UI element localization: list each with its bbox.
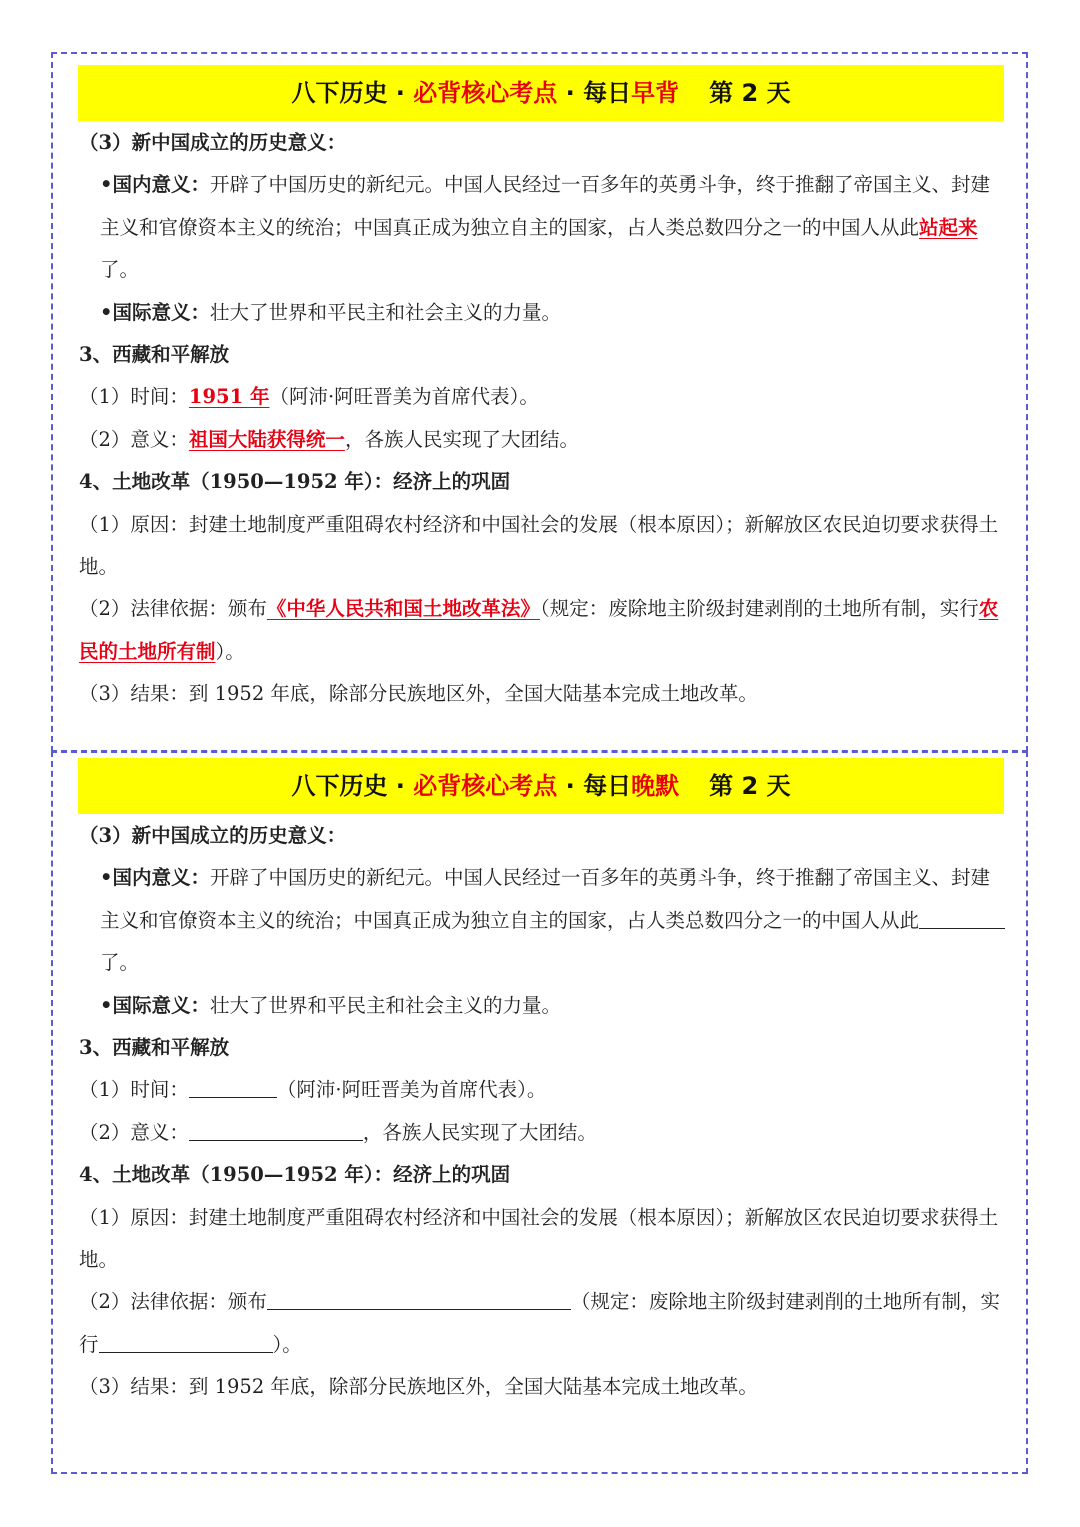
land-law-answer: 《中华人民共和国土地改革法》 — [266, 597, 540, 621]
intl-label: •国际意义： — [100, 300, 210, 324]
banner-highlight: 必背核心考点 — [413, 772, 558, 800]
answer-blank[interactable] — [189, 1075, 277, 1098]
land-law-text: （规定：废除地主阶级封建剥削的土地所有制，实行 — [79, 1290, 1000, 1356]
land-result: （3）结果：到 1952 年底，除部分民族地区外，全国大陆基本完成土地改革。 — [79, 1375, 758, 1399]
tibet-time-note: （阿沛·阿旺晋美为首席代表）。 — [276, 1078, 547, 1102]
banner-mid: · 每日 — [557, 79, 632, 107]
banner-session: 早背 — [631, 79, 680, 107]
domestic-paragraph — [79, 857, 1005, 984]
land-law — [79, 1281, 1005, 1366]
evening-content — [79, 815, 1005, 1409]
morning-card — [51, 52, 1028, 752]
intl-text: 壮大了世界和平民主和社会主义的力量。 — [209, 300, 561, 324]
tibet-sig-answer: 祖国大陆获得统一 — [188, 427, 345, 451]
answer-blank[interactable] — [189, 1118, 363, 1141]
land-title: 4、土地改革（1950—1952 年）：经济上的巩固 — [79, 470, 511, 494]
tibet-sig-text: ，各族人民实现了大团结。 — [362, 1120, 597, 1144]
domestic-paragraph — [79, 164, 1005, 291]
land-law-label: （2）法律依据：颁布 — [79, 1290, 267, 1314]
land-title: 4、土地改革（1950—1952 年）：经济上的巩固 — [79, 1163, 511, 1187]
land-result: （3）结果：到 1952 年底，除部分民族地区外，全国大陆基本完成土地改革。 — [79, 682, 758, 706]
morning-content — [79, 122, 1005, 716]
tibet-title: 3、西藏和平解放 — [79, 343, 230, 367]
domestic-label: •国内意义： — [100, 866, 210, 890]
intl-text: 壮大了世界和平民主和社会主义的力量。 — [209, 993, 561, 1017]
domestic-text: 开辟了中国历史的新纪元。中国人民经过一百多年的英勇斗争，终于推翻了帝国主义、封建主义和官僚资本主义的统治；中国真正成为独立自主的国家，占人类总数四分之一的中国人从此 — [100, 866, 990, 932]
tibet-time-answer: 1951 年 — [188, 385, 270, 409]
tibet-significance — [79, 1112, 1005, 1154]
tibet-title: 3、西藏和平解放 — [79, 1036, 230, 1060]
morning-banner — [78, 65, 1004, 121]
intl-paragraph — [79, 292, 1005, 334]
tibet-time-label: （1）时间： — [79, 1078, 189, 1102]
evening-banner — [78, 758, 1004, 814]
tibet-significance — [79, 419, 1005, 461]
land-law-end: ）。 — [272, 1332, 302, 1356]
answer-blank[interactable] — [919, 906, 1005, 929]
land-law-answer2: 农民的土地所有制 — [79, 597, 999, 663]
answer-blank[interactable] — [267, 1287, 571, 1310]
banner-highlight: 必背核心考点 — [413, 79, 558, 107]
domestic-text: 开辟了中国历史的新纪元。中国人民经过一百多年的英勇斗争，终于推翻了帝国主义、封建主义和官僚资本主义的统治；中国真正成为独立自主的国家，占人类总数四分之一的中国人从此 — [100, 173, 990, 239]
domestic-answer: 站起来 — [919, 215, 978, 239]
land-law-end: ）。 — [215, 639, 245, 663]
tibet-time — [79, 1069, 1005, 1111]
tibet-time — [79, 376, 1005, 418]
land-law — [79, 588, 1005, 673]
tibet-sig-label: （2）意义： — [79, 1120, 189, 1144]
domestic-label: •国内意义： — [100, 173, 210, 197]
evening-card — [51, 751, 1028, 1474]
domestic-text-end: 了。 — [100, 951, 140, 975]
land-cause: （1）原因：封建土地制度严重阻碍农村经济和中国社会的发展（根本原因）；新解放区农民迫切要求获得土地。 — [79, 512, 999, 579]
land-law-label: （2）法律依据：颁布 — [79, 597, 267, 621]
answer-blank[interactable] — [99, 1330, 273, 1353]
intl-label: •国际意义： — [100, 993, 210, 1017]
section-title: （3）新中国成立的历史意义： — [79, 131, 347, 154]
land-cause: （1）原因：封建土地制度严重阻碍农村经济和中国社会的发展（根本原因）；新解放区农民迫切要求获得土地。 — [79, 1205, 999, 1272]
banner-prefix: 八下历史 · — [291, 772, 414, 800]
banner-day: 第 2 天 — [709, 79, 791, 107]
banner-day: 第 2 天 — [709, 772, 791, 800]
tibet-sig-text: ，各族人民实现了大团结。 — [344, 427, 579, 451]
tibet-sig-label: （2）意义： — [79, 427, 189, 451]
tibet-time-label: （1）时间： — [79, 385, 189, 409]
land-law-text: （规定：废除地主阶级封建剥削的土地所有制，实行 — [539, 597, 979, 621]
banner-mid: · 每日 — [557, 772, 632, 800]
banner-prefix: 八下历史 · — [291, 79, 414, 107]
section-title: （3）新中国成立的历史意义： — [79, 824, 347, 847]
domestic-text-end: 了。 — [100, 258, 140, 282]
banner-session: 晚默 — [631, 772, 680, 800]
intl-paragraph — [79, 985, 1005, 1027]
tibet-time-note: （阿沛·阿旺晋美为首席代表）。 — [269, 385, 539, 409]
